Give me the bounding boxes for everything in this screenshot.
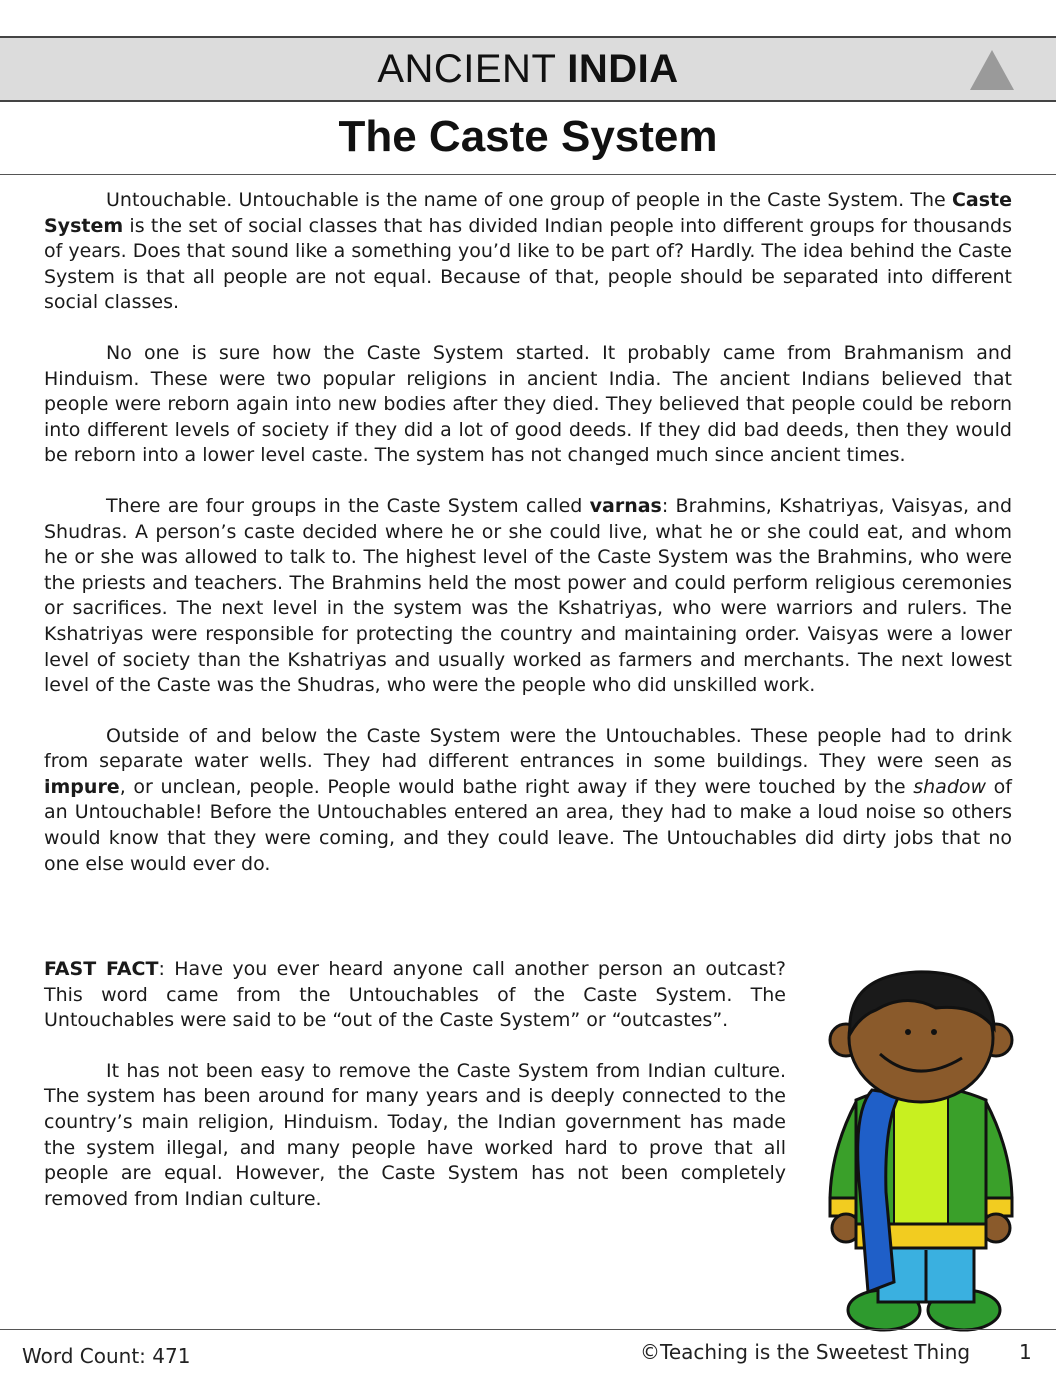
boy-illustration (816, 962, 1026, 1342)
title-divider (0, 174, 1056, 175)
fast-fact-label: FAST FACT (44, 958, 159, 980)
paragraph-4-text-c: , or unclean, people. People would bathe right away if they were touched by the (119, 775, 914, 798)
term-caste-system: Caste System (44, 189, 1012, 237)
paragraph-2: No one is sure how the Caste System started. It probably came from Brahmanism and Hinduism. These were two popular religions in ancient India. The ancient Indians believed that people were reborn again into new bodies after they died. They believed that people could be reborn into different levels of society if they did a lot of good deeds. If they did bad deeds, then they would be reborn into a lower level caste. The system has not changed much since ancient times. (44, 341, 1012, 467)
word-count: Word Count: 471 (22, 1344, 191, 1368)
lower-section (44, 957, 786, 1237)
term-varnas: varnas (589, 494, 662, 517)
header-title-light: ANCIENT (377, 47, 556, 91)
copyright-notice: ©Teaching is the Sweetest Thing (640, 1340, 971, 1364)
paragraph-4-text-a: Outside of and below the Caste System were the Untouchables. These people had to drink from separate water wells. They had different entrances in some buildings. They were seen as (44, 724, 1012, 773)
paragraph-4 (44, 724, 1012, 878)
fast-fact-text: : Have you ever heard anyone call another person an outcast? This word came from the Untouchables of the Caste System. The Untouchables were said to be “out of the Caste System” or “outcastes”. (44, 958, 786, 1032)
left-eye (905, 1029, 911, 1035)
page-number: 1 (1019, 1340, 1032, 1364)
paragraph-3 (44, 494, 1012, 699)
term-impure: impure (44, 775, 120, 798)
header-title-bold: INDIA (567, 47, 679, 91)
paragraph-4-text-e: of an Untouchable! Before the Untouchables entered an area, they had to make a loud noise so others would know that they were coming, and they could leave. The Untouchables did dirty jobs that no one else would ever do. (44, 775, 1012, 875)
header-title (377, 47, 678, 92)
right-eye (931, 1029, 937, 1035)
header-bar (0, 36, 1056, 102)
paragraph-1-text-c: is the set of social classes that has divided Indian people into different groups for thousands of years. Does that sound like a something you’d like to be part of? Hardly. The idea behind the Caste System is that all people are not equal. Because of that, people should be separated into different social classes. (44, 214, 1012, 314)
term-shadow: shadow (913, 775, 987, 798)
fast-fact (44, 957, 786, 1034)
paragraph-3-text-c: : Brahmins, Kshatriyas, Vaisyas, and Shudras. A person’s caste decided where he or she could live, what he or she could eat, and whom he or she was allowed to talk to. The highest level of the Caste System was the Brahmins, who were the priests and teachers. The Brahmins held the most power and could perform religious ceremonies or sacrifices. The next level in the system was the Kshatriyas, who were warriors and rulers. The Kshatriyas were responsible for protecting the country and maintaining order. Vaisyas were a lower level of society than the Kshatriyas and usually worked as farmers and merchants. The next lowest level of the Caste was the Shudras, who were the people who did unskilled work. (44, 494, 1013, 697)
paragraph-6: It has not been easy to remove the Caste System from Indian culture. The system has been around for many years and is deeply connected to the country’s main religion, Hinduism. Today, the Indian government has made the system illegal, and many people have worked hard to prove that all people are equal. However, the Caste System has not been completely removed from Indian culture. (44, 1059, 786, 1210)
footer-divider (0, 1329, 1056, 1330)
paragraph-1-text-a: Untouchable. Untouchable is the name of one group of people in the Caste System. The (106, 189, 952, 211)
triangle-icon (970, 50, 1014, 90)
shirt (894, 1084, 948, 1232)
paragraph-3-text-a: There are four groups in the Caste System called (106, 494, 590, 517)
page-title: The Caste System (338, 112, 718, 161)
paragraph-1 (44, 188, 1012, 316)
article-body (44, 188, 1012, 902)
